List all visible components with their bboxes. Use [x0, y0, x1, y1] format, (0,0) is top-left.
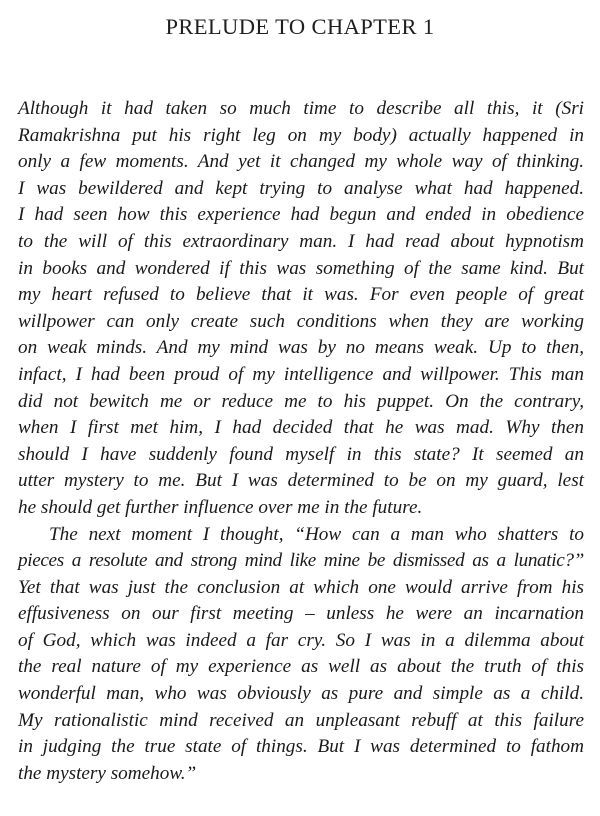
- text-line: wonderful man, who was obviously as pure and simple as a child.: [18, 683, 584, 705]
- text-line: in judging the true state of things. But I was determined to fathom: [18, 736, 584, 758]
- text-line: pieces a resolute and strong mind like mine be dismissed as a lunatic?”: [18, 550, 584, 572]
- paragraph-2: [18, 522, 584, 788]
- text-line: of God, which was indeed a far cry. So I was in a dilemma about: [18, 629, 584, 651]
- text-line: infact, I had been proud of my intelligence and willpower. This man: [18, 363, 584, 385]
- text-line: I was bewildered and kept trying to analyse what had happened.: [18, 177, 584, 199]
- text-line: Ramakrishna put his right leg on my body) actually happened in: [18, 124, 584, 146]
- text-line: I had seen how this experience had begun and ended in obedience: [18, 204, 584, 226]
- text-line: willpower can only create such conditions when they are working: [18, 310, 584, 332]
- body-text: [18, 96, 584, 787]
- text-line: Yet that was just the conclusion at which one would arrive from his: [18, 576, 584, 598]
- text-line: to the will of this extraordinary man. I had read about hypnotism: [18, 230, 584, 252]
- chapter-heading: PRELUDE TO CHAPTER 1: [165, 14, 435, 39]
- text-line: he should get further influence over me in the future.: [18, 496, 423, 518]
- text-line: only a few moments. And yet it changed my whole way of thinking.: [18, 151, 584, 173]
- text-line: The next moment I thought, “How can a man who shatters to: [49, 523, 584, 545]
- text-line: My rationalistic mind received an unpleasant rebuff at this failure: [18, 709, 584, 731]
- text-line: utter mystery to me. But I was determined to be on my guard, lest: [18, 470, 584, 492]
- text-line: effusiveness on our first meeting – unless he were an incarnation: [18, 603, 584, 625]
- paragraph-1: [18, 96, 584, 522]
- text-line: the real nature of my experience as well as about the truth of this: [18, 656, 584, 678]
- text-line: in books and wondered if this was something of the same kind. But: [18, 257, 584, 279]
- text-line: should I have suddenly found myself in this state? It seemed an: [18, 443, 584, 465]
- text-line: when I first met him, I had decided that he was mad. Why then: [18, 417, 584, 439]
- text-line: Although it had taken so much time to describe all this, it (Sri: [18, 98, 584, 119]
- text-line: did not bewitch me or reduce me to his puppet. On the contrary,: [18, 390, 584, 412]
- text-line: on weak minds. And my mind was by no means weak. Up to then,: [18, 337, 584, 359]
- text-line: the mystery somehow.”: [18, 762, 197, 784]
- text-line: my heart refused to believe that it was. For even people of great: [18, 284, 584, 306]
